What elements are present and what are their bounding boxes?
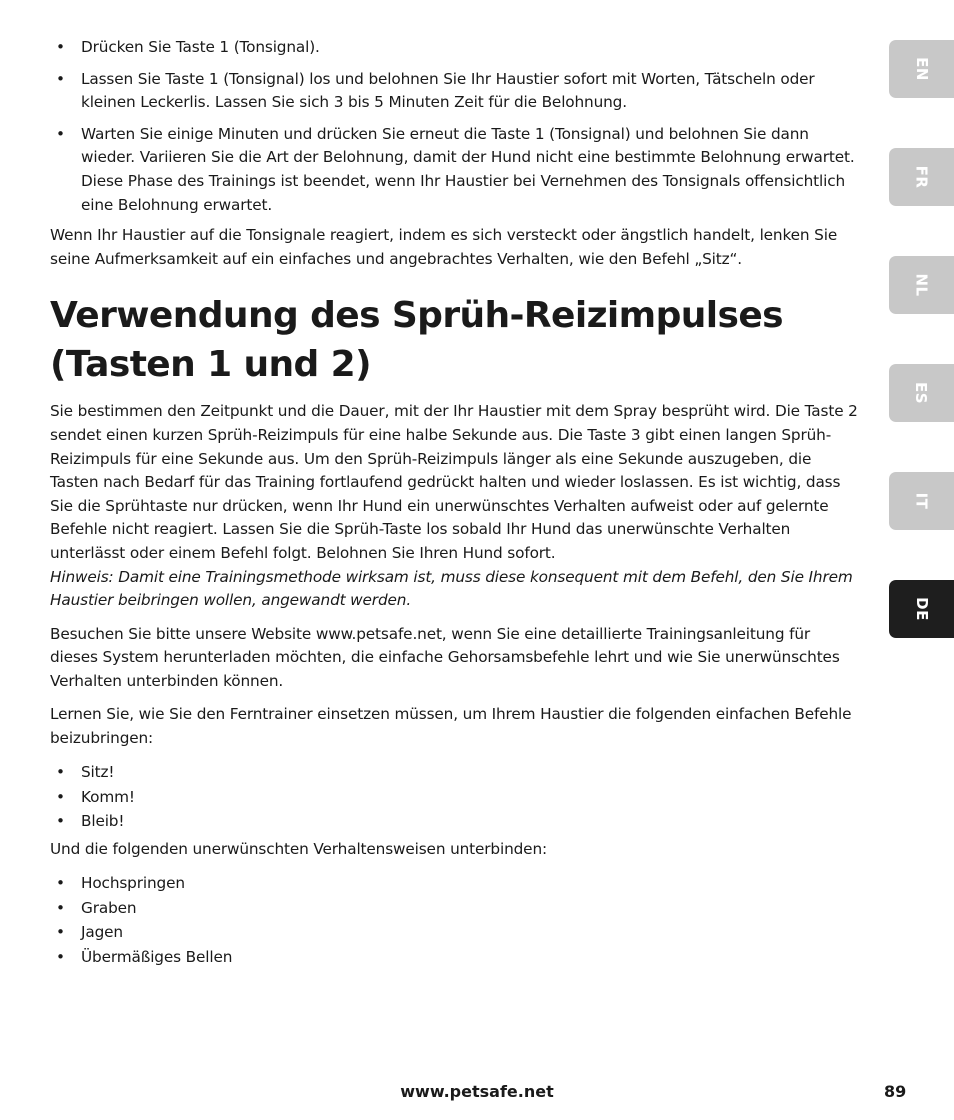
list-item: • Übermäßiges Bellen: [50, 946, 862, 970]
list-item: • Sitz!: [50, 761, 862, 785]
language-tab-label: ES: [912, 381, 931, 405]
list-item: • Warten Sie einige Minuten und drücken Sie erneut die Taste 1 (Tonsignal) und belohnen Sie dann wieder. Variieren Sie die Art der Belohnung, damit der Hund nicht eine bestimmte Belohnung erwartet. Diese Phase des Trainings ist beendet, wenn Ihr Haustier bei Vernehmen des Tonsignals offensichtlich eine Belohnung erwartet.: [50, 123, 862, 217]
language-tab-label: IT: [912, 492, 931, 510]
list-item: • Graben: [50, 897, 862, 921]
page-number: 89: [884, 1082, 907, 1101]
list-item: • Drücken Sie Taste 1 (Tonsignal).: [50, 36, 862, 60]
language-tab-it[interactable]: [889, 472, 954, 530]
language-tab-label: NL: [912, 273, 931, 297]
list-item: • Lassen Sie Taste 1 (Tonsignal) los und belohnen Sie Ihr Haustier sofort mit Worten, Tätscheln oder kleinen Leckerlis. Lassen Sie sich 3 bis 5 Minuten Zeit für die Belohnung.: [50, 68, 862, 115]
section-heading: [50, 291, 862, 389]
note-paragraph: Hinweis: Damit eine Trainingsmethode wirksam ist, muss diese konsequent mit dem Befehl, den Sie Ihrem Haustier beibringen wollen, angewandt werden.: [50, 567, 853, 610]
language-tab-label: EN: [912, 57, 931, 81]
commands-list: [50, 761, 862, 834]
spray-description-paragraph: Sie bestimmen den Zeitpunkt und die Dauer, mit der Ihr Haustier mit dem Spray besprüht wird. Die Taste 2 sendet einen kurzen Sprüh-Reizimpuls für eine halbe Sekunde aus. Die Taste 3 gibt einen langen Sprüh-Reizimpuls für eine Sekunde aus. Um den Sprüh-Reizimpuls länger als eine Sekunde auszugeben, die Tasten nach Bedarf für das Training fortlaufend gedrückt halten und wieder loslassen. Es ist wichtig, dass Sie die Sprühtaste nur drücken, wenn Ihr Hund ein unerwünschtes Verhalten aufweist oder auf gelernte Befehle nicht reagiert. Lassen Sie die Sprüh-Taste los sobald Ihr Hund das unerwünschte Verhalten unterlässt oder einem Befehl folgt. Belohnen Sie Ihren Hund sofort.: [50, 402, 858, 562]
language-tab-nl[interactable]: [889, 256, 954, 314]
language-tab-label: FR: [912, 165, 931, 189]
list-item: • Jagen: [50, 921, 862, 945]
section-heading-line1: Verwendung des Sprüh-Reizimpulses: [50, 295, 783, 337]
language-tab-es[interactable]: [889, 364, 954, 422]
list-item: • Hochspringen: [50, 872, 862, 896]
learn-paragraph: Lernen Sie, wie Sie den Ferntrainer einsetzen müssen, um Ihrem Haustier die folgenden einfachen Befehle beizubringen:: [50, 705, 852, 748]
unwanted-behaviors-paragraph: Und die folgenden unerwünschten Verhaltensweisen unterbinden:: [50, 840, 547, 859]
website-paragraph: Besuchen Sie bitte unsere Website www.petsafe.net, wenn Sie eine detaillierte Trainingsanleitung für dieses System herunterladen möchten, die einfache Gehorsamsbefehle lehrt und wie Sie unerwünschtes Verhalten unterbinden können.: [50, 624, 840, 690]
footer-url: www.petsafe.net: [400, 1082, 554, 1101]
language-tab-de[interactable]: [889, 580, 954, 638]
behaviors-list: [50, 872, 862, 970]
page-content: [50, 36, 862, 971]
language-tab-en[interactable]: [889, 40, 954, 98]
intro-bullet-list: [50, 36, 862, 217]
list-item: • Komm!: [50, 786, 862, 810]
language-tab-label: DE: [912, 597, 931, 621]
language-tab-fr[interactable]: [889, 148, 954, 206]
tonsignal-paragraph: Wenn Ihr Haustier auf die Tonsignale reagiert, indem es sich versteckt oder ängstlich handelt, lenken Sie seine Aufmerksamkeit auf ein einfaches und angebrachtes Verhalten, wie den Befehl „Sitz“.: [50, 226, 838, 268]
section-heading-line2: (Tasten 1 und 2): [50, 344, 371, 386]
list-item: • Bleib!: [50, 810, 862, 834]
